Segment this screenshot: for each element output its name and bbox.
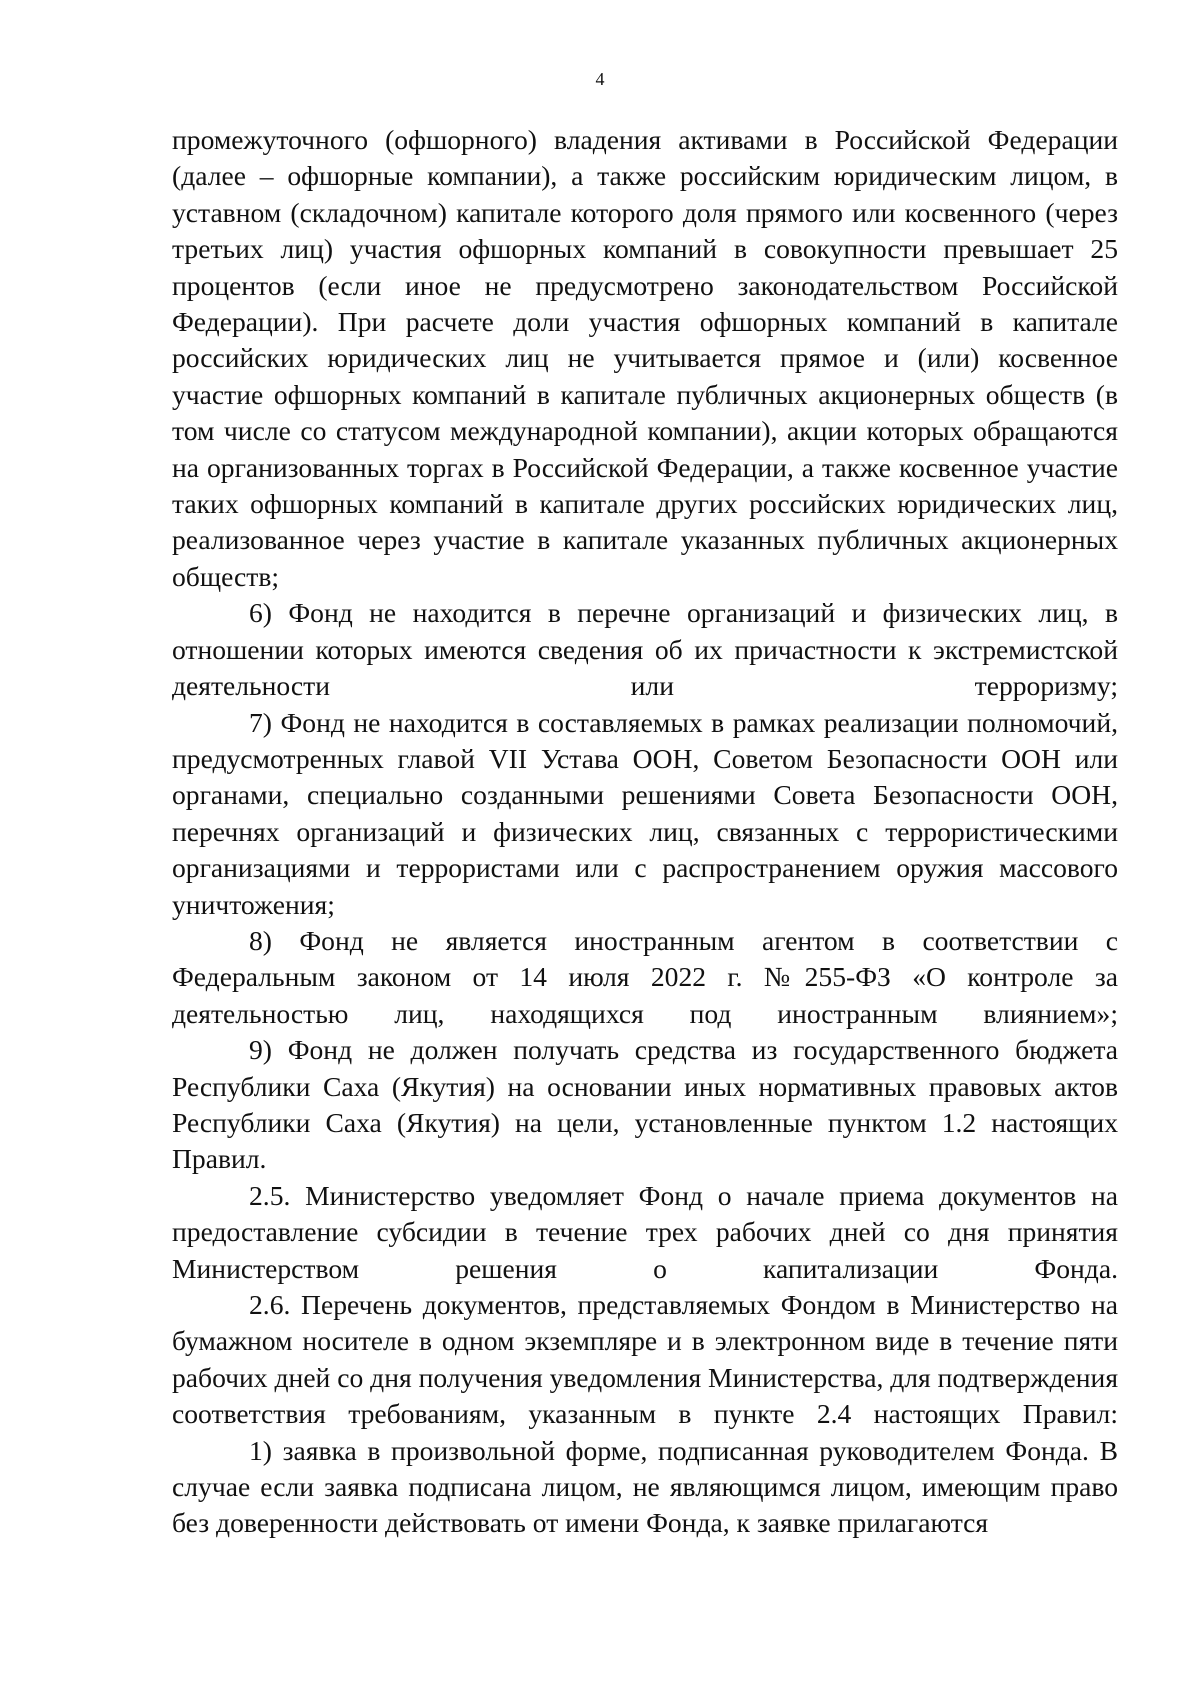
text-line: рабочих дней со дня получения уведомления Министерства, для xyxy=(172,1361,931,1393)
paragraph-item-8 xyxy=(172,923,1118,1032)
text-line: 6) Фонд не находится в перечне организаций и физических лиц, в xyxy=(249,597,1118,629)
text-line: предусмотренных главой VII Устава ООН, Советом Безопасности ООН или xyxy=(172,742,1118,774)
text-line: уставном (складочном) капитале которого доля прямого или косвенного (через xyxy=(172,196,1118,228)
text-line: отношении которых имеются сведения об их причастности к экстремистской xyxy=(172,633,1118,665)
text-line: (далее – офшорные компании), а также российским юридическим лицом, в xyxy=(172,160,1118,192)
text-line: 8) Фонд не является иностранным агентом в соответствии с xyxy=(249,924,1118,956)
text-line: косвенное участие таких офшорных компаний в капитале других российских xyxy=(172,451,1118,520)
text-line: третьих лиц) участия офшорных компаний в совокупности превышает 25 xyxy=(172,233,1118,265)
text-line: обращаются на организованных торгах в Российской Федерации, а также xyxy=(172,415,1118,483)
text-line: право без доверенности действовать от имени Фонда, к заявке прилагаются xyxy=(172,1471,1119,1539)
text-line: В случае если заявка подписана лицом, не являющимся лицом, имеющим xyxy=(172,1434,1119,1503)
text-line: предоставление субсидии в течение трех рабочих дней со дня принятия xyxy=(172,1216,1118,1248)
text-line: 1) заявка в произвольной форме, подписанная руководителем Фонда. xyxy=(249,1434,1089,1466)
text-line: Правил: xyxy=(1022,1398,1118,1430)
paragraph-item-7 xyxy=(172,705,1118,923)
text-line: 2.5. Министерство уведомляет Фонд о начале приема документов на xyxy=(249,1179,1118,1211)
document-body xyxy=(172,122,1118,1542)
text-line: российских юридических лиц не учитывается прямое и (или) косвенное xyxy=(172,342,1118,374)
text-line: органами, специально созданными решениями Совета Безопасности ООН, xyxy=(172,779,1118,811)
text-line: промежуточного (офшорного) владения активами в Российской Федерации xyxy=(172,124,1118,155)
text-line: Федеральным законом от 14 июля 2022 г. №255-ФЗ «О контроле за xyxy=(172,961,1118,993)
text-line: деятельностью лиц, находящихся под иностранным влиянием»; xyxy=(172,997,1118,1029)
text-line: подтверждения соответствия требованиям, указанным в пункте 2.4 настоящих xyxy=(172,1361,1119,1430)
text-line: юридических лиц, реализованное через участие в капитале указанных xyxy=(172,488,1118,556)
paragraph-item-6 xyxy=(172,595,1118,704)
paragraph-item-1 xyxy=(172,1433,1118,1542)
text-line: участие офшорных компаний в капитале публичных акционерных обществ xyxy=(172,378,1086,410)
paragraph-offshore-continuation xyxy=(172,122,1118,595)
paragraph-section-2-6 xyxy=(172,1287,1118,1433)
paragraph-section-2-5 xyxy=(172,1178,1118,1287)
text-line: 9) Фонд не должен получать средства из государственного бюджета xyxy=(249,1034,1118,1066)
text-line: процентов (если иное не предусмотрено законодательством Российской xyxy=(172,269,1118,301)
text-line: перечнях организаций и физических лиц, связанных с террористическими xyxy=(172,815,1118,847)
text-line: Министерством решения о капитализации Фонда. xyxy=(172,1252,1118,1284)
text-line: 2.6. Перечень документов, представляемых Фондом в Министерство на xyxy=(249,1289,1118,1320)
text-line: (в том числе со статусом международной компании), акции которых xyxy=(172,378,1118,447)
text-line: деятельности или терроризму; xyxy=(172,670,1118,702)
text-line: уничтожения; xyxy=(172,888,335,920)
paragraph-item-9 xyxy=(172,1032,1118,1178)
text-line: Федерации). При расчете доли участия офшорных компаний в капитале xyxy=(172,306,1118,338)
text-line: Республики Саха (Якутия) на основании иных нормативных правовых актов xyxy=(172,1070,1118,1102)
text-line: Правил. xyxy=(172,1143,267,1175)
page-number: 4 xyxy=(595,69,605,89)
text-line: организациями и террористами или с распространением оружия массового xyxy=(172,852,1118,884)
text-line: бумажном носителе в одном экземпляре и в электронном виде в течение пяти xyxy=(172,1325,1118,1357)
text-line: публичных акционерных обществ; xyxy=(172,524,1118,592)
text-line: Республики Саха (Якутия) на цели, установленные пунктом 1.2 настоящих xyxy=(172,1106,1118,1138)
text-line: 7) Фонд не находится в составляемых в рамках реализации полномочий, xyxy=(249,706,1118,738)
